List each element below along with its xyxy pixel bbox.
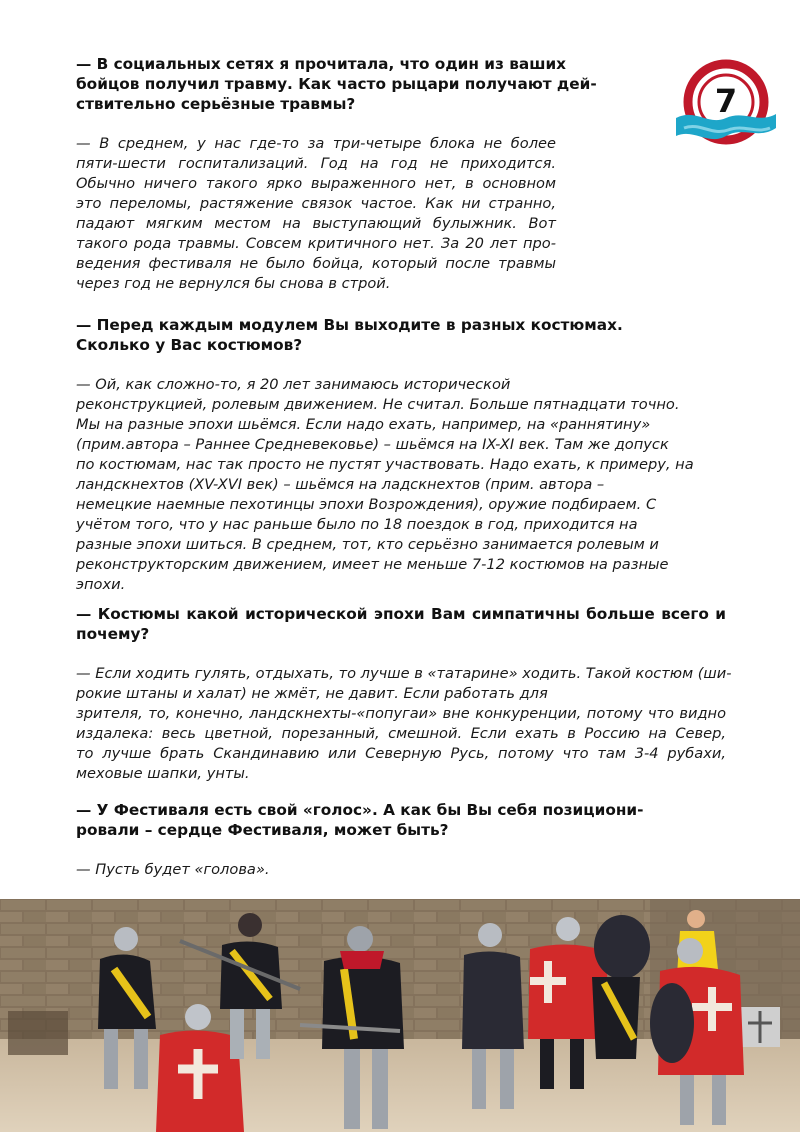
answer-line: — Если ходить гулять, отдыхать, то лучше в «татарине» ходить. Такой костюм (ши-: [76, 665, 732, 682]
answer-1: [76, 134, 556, 294]
qa-block-4: [76, 800, 726, 880]
answer-line: падают мягким местом на выступающий булыжник. Вот: [76, 215, 556, 232]
answer-line: Обычно ничего такого ярко выраженного нет, в основном: [76, 175, 556, 192]
answer-line: эпохи.: [76, 576, 126, 593]
answer-4: [76, 860, 726, 880]
page-number: 7: [714, 82, 738, 120]
answer-line: — Пусть будет «голова».: [76, 861, 270, 878]
question-line: — У Фестиваля есть свой «голос». А как бы Вы себя позициони-: [76, 801, 644, 819]
answer-line: Мы на разные эпохи шьёмся. Если надо ехать, например, на «раннятину»: [76, 416, 651, 433]
answer-line: издалека: весь цветной, порезанный, смешной. Если ехать в Россию на Север,: [76, 725, 726, 742]
question-3: [76, 604, 726, 644]
answer-line: немецкие наемные пехотинцы эпохи Возрождения), оружие подбираем. С: [76, 496, 657, 513]
question-line: Сколько у Вас костюмов?: [76, 336, 303, 354]
answer-line: — Ой, как сложно-то, я 20 лет занимаюсь исторической: [76, 376, 511, 393]
question-line: ровали – сердце Фестиваля, может быть?: [76, 821, 449, 839]
question-2: [76, 315, 726, 355]
answer-line: через год не вернулся бы снова в строй.: [76, 275, 391, 292]
answer-3: [76, 664, 732, 784]
answer-line: (прим.автора – Раннее Средневековье) – шьёмся на IX-XI век. Там же допуск: [76, 436, 669, 453]
knights-battle-photo: [0, 899, 800, 1132]
answer-line: реконструкторским движением, имеет не меньше 7-12 костюмов на разные: [76, 556, 669, 573]
answer-line: меховые шапки, унты.: [76, 765, 250, 782]
answer-line: то лучше брать Скандинавию или Северную Русь, потому что там 3-4 рубахи,: [76, 745, 726, 762]
answer-line: — В среднем, у нас где-то за три-четыре блока не более: [76, 135, 556, 152]
qa-block-1: [76, 54, 726, 294]
question-line: — Перед каждым модулем Вы выходите в разных костюмах.: [76, 316, 623, 334]
answer-line: разные эпохи шиться. В среднем, тот, кто серьёзно занимается ролевым и: [76, 536, 659, 553]
answer-line: учётом того, что у нас раньше было по 18 поездок в год, приходится на: [76, 516, 638, 533]
knights-battle-illustration: [0, 899, 800, 1132]
answer-line: по костюмам, нас так просто не пустят участвовать. Надо ехать, к примеру, на: [76, 456, 694, 473]
question-line: ствительно серьёзные травмы?: [76, 95, 356, 113]
answer-2: [76, 375, 716, 595]
question-line: — Костюмы какой исторической эпохи Вам симпатичны больше всего и: [76, 605, 726, 623]
answer-line: это переломы, растяжение связок частое. Как ни странно,: [76, 195, 556, 212]
question-line: — В социальных сетях я прочитала, что один из ваших: [76, 55, 567, 73]
question-line: почему?: [76, 625, 150, 643]
answer-line: реконструкцией, ролевым движением. Не считал. Больше пятнадцати точно.: [76, 396, 680, 413]
qa-block-2: [76, 315, 726, 595]
answer-line: зрителя, то, конечно, ландскнехты-«попугаи» вне конкуренции, потому что видно: [76, 705, 726, 722]
qa-block-3: [76, 604, 732, 784]
question-1: [76, 54, 597, 114]
answer-line: ландскнехтов (XV-XVI век) – шьёмся на ладскнехтов (прим. автора –: [76, 476, 605, 493]
question-line: бойцов получил травму. Как часто рыцари получают дей-: [76, 75, 597, 93]
question-4: [76, 800, 644, 840]
answer-line: ведения фестиваля не было бойца, который после травмы: [76, 255, 556, 272]
answer-line: такого рода травмы. Совсем критичного нет. За 20 лет про-: [76, 235, 556, 252]
answer-line: рокие штаны и халат) не жмёт, не давит. Если работать для: [76, 685, 548, 702]
answer-line: пяти-шести госпитализаций. Год на год не приходится.: [76, 155, 556, 172]
